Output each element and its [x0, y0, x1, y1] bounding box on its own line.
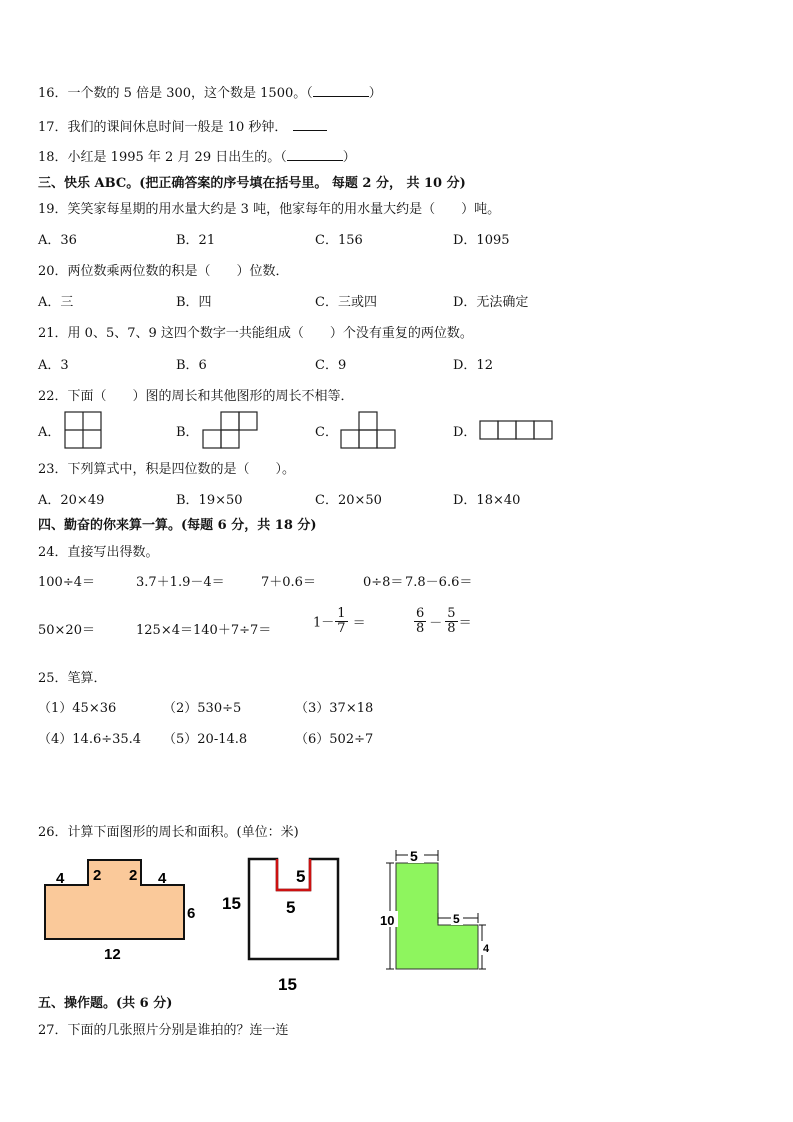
answer-blank[interactable] [313, 84, 369, 97]
q22-figure-a [64, 411, 102, 449]
question-25: 25．笔算． [38, 671, 107, 686]
written-calc-item: （6）502÷7 [295, 732, 374, 747]
written-calc-item: （4）14.6÷35.4 [38, 732, 142, 747]
question-21: 21．用 0、5、7、9 这四个数字一共能组成（ ）个没有重复的两位数。 [38, 326, 473, 341]
answer-blank[interactable] [287, 148, 343, 161]
fig1-label: 4 [56, 870, 65, 887]
fig3-label: 10 [380, 913, 395, 928]
written-calc-item: （3）37×18 [295, 701, 374, 716]
written-calc-item: （1）45×36 [38, 701, 117, 716]
answer-blank[interactable] [293, 118, 327, 131]
q19-option-a[interactable]: A．36 [38, 233, 77, 248]
fig2-label: 15 [222, 894, 241, 913]
fig2-label: 5 [296, 867, 306, 886]
question-18: 18．小红是 1995 年 2 月 29 日出生的。（ ） [38, 150, 356, 165]
q23-option-c[interactable]: C．20×50 [315, 493, 382, 508]
q22-option-c[interactable]: C． [315, 425, 338, 440]
q20-option-d[interactable]: D．无法确定 [453, 295, 529, 310]
fraction-calc-2: $\frac{6}{8}$ － $\frac{5}{8}$ ＝ [416, 606, 472, 636]
figure-3-l-shape [378, 845, 498, 975]
fig2-label: 15 [278, 975, 297, 994]
q21-option-b[interactable]: B．6 [176, 358, 207, 373]
q19-option-b[interactable]: B．21 [176, 233, 216, 248]
calc-item: 7＋0.6＝ [261, 575, 316, 590]
section-5-heading: 五、操作题。(共 6 分) [38, 996, 173, 1011]
question-16-text: 16．一个数的 5 倍是 300，这个数是 1500。（ [38, 86, 313, 101]
question-26: 26．计算下面图形的周长和面积。(单位：米) [38, 825, 299, 840]
written-calc-item: （2）530÷5 [163, 701, 242, 716]
fig1-label: 2 [93, 867, 102, 884]
fig3-label: 4 [483, 943, 490, 955]
q23-option-b[interactable]: B．19×50 [176, 493, 243, 508]
q20-option-b[interactable]: B．四 [176, 295, 212, 310]
question-20: 20．两位数乘两位数的积是（ ）位数． [38, 264, 289, 279]
question-23: 23．下列算式中，积是四位数的是（ ）。 [38, 462, 296, 477]
fig1-label: 6 [187, 905, 196, 922]
calc-item: 7.8－6.6＝ [405, 575, 473, 590]
question-17 [38, 116, 327, 135]
q19-option-d[interactable]: D．1095 [453, 233, 510, 248]
q23-option-a[interactable]: A．20×49 [38, 493, 105, 508]
question-19: 19．笑笑家每星期的用水量大约是 3 吨，他家每年的用水量大约是（ ）吨。 [38, 202, 501, 217]
calc-item: 140＋7÷7＝ [193, 623, 272, 638]
question-16: 16．一个数的 5 倍是 300，这个数是 1500。（ ） [38, 86, 382, 101]
q22-option-a[interactable]: A． [38, 425, 61, 440]
figure-1-t-shape [40, 855, 210, 965]
question-18-text: 18．小红是 1995 年 2 月 29 日出生的。（ [38, 150, 287, 165]
section-4-heading: 四、勤奋的你来算一算。(每题 6 分，共 18 分) [38, 518, 317, 533]
fig2-label: 5 [286, 898, 296, 917]
q23-option-d[interactable]: D．18×40 [453, 493, 521, 508]
fig1-label: 4 [158, 870, 167, 887]
q21-option-c[interactable]: C．9 [315, 358, 347, 373]
q21-option-d[interactable]: D．12 [453, 358, 493, 373]
figure-3-shape [396, 863, 478, 969]
q20-option-a[interactable]: A．三 [38, 295, 74, 310]
question-17-text: 17．我们的课间休息时间一般是 10 秒钟． [38, 120, 288, 135]
calc-item: 50×20＝ [38, 623, 95, 638]
calc-item: 3.7＋1.9－4＝ [136, 575, 225, 590]
q21-option-a[interactable]: A．3 [38, 358, 69, 373]
q22-option-b[interactable]: B． [176, 425, 199, 440]
fig1-label: 12 [104, 946, 121, 963]
q20-option-c[interactable]: C．三或四 [315, 295, 377, 310]
calc-item: 0÷8＝ [363, 575, 404, 590]
q19-option-c[interactable]: C．156 [315, 233, 363, 248]
question-22: 22．下面（ ）图的周长和其他图形的周长不相等． [38, 389, 354, 404]
figure-2-notched-square [218, 852, 348, 997]
section-3-heading: 三、快乐 ABC。(把正确答案的序号填在括号里。 每题 2 分， 共 10 分) [38, 176, 466, 191]
q22-figure-d [479, 420, 555, 442]
fig1-label: 2 [129, 867, 138, 884]
q22-figure-c [340, 411, 398, 451]
calc-item: 125×4＝ [136, 623, 193, 638]
fraction-calc-1: 1－ $\frac{1}{7}$ ＝ [313, 606, 366, 636]
written-calc-item: （5）20-14.8 [163, 732, 248, 747]
fig3-label: 5 [410, 848, 418, 864]
question-27: 27．下面的几张照片分别是谁拍的？连一连 [38, 1023, 289, 1038]
calc-item: 100÷4＝ [38, 575, 95, 590]
q22-figure-b [202, 411, 260, 451]
q22-option-d[interactable]: D． [453, 425, 477, 440]
fig3-label: 5 [453, 912, 460, 926]
question-24: 24．直接写出得数。 [38, 545, 159, 560]
